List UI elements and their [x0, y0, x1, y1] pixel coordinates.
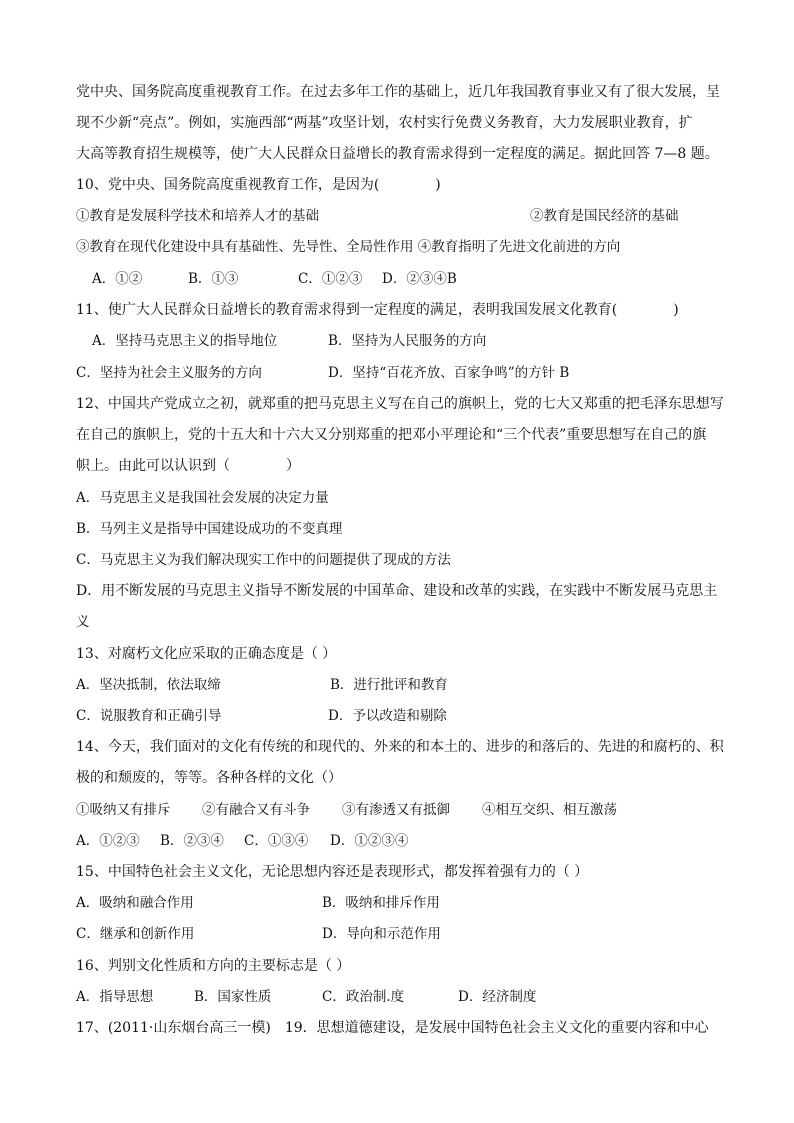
q12-option-d-line-1: D．用不断发展的马克思主义指导不断发展的中国革命、建设和改革的实践，在实践中不断发展马克思主 [76, 583, 718, 599]
q16-stem: 16、判别文化性质和方向的主要标志是（ ） [76, 958, 351, 974]
q14-statement-3: ③有渗透又有抵御 [342, 802, 450, 818]
q16-option-a: A．指导思想 [76, 989, 154, 1005]
q13-option-d: D．予以改造和剔除 [328, 708, 447, 724]
q13-option-b: B．进行批评和教育 [330, 677, 448, 693]
q10-option-c: C．①②③ [298, 271, 363, 287]
q10-stem: 10、党中央、国务院高度重视教育工作，是因为( ) [76, 177, 441, 193]
intro-line-3: 大高等教育招生规模等，使广大人民群众日益增长的教育需求得到一定程度的满足。据此回答 7—8 题。 [76, 146, 719, 162]
q10-statement-3: ③教育在现代化建设中具有基础性、先导性、全局性作用 ④教育指明了先进文化前进的方向 [76, 239, 621, 255]
q16-option-b: B．国家性质 [194, 989, 272, 1005]
q11-option-a: A．坚持马克思主义的指导地位 [92, 333, 278, 349]
q14-option-b: B．②③④ [160, 833, 224, 849]
q15-option-c: C．继承和创新作用 [76, 926, 195, 942]
q12-stem-line-3: 帜上。由此可以认识到（ ） [76, 458, 300, 474]
q12-stem-line-1: 12、中国共产党成立之初，就郑重的把马克思主义写在自己的旗帜上，党的七大又郑重的把毛泽东思想写 [76, 396, 724, 412]
q12-stem-line-2: 在自己的旗帜上，党的十五大和十六大又分别郑重的把邓小平理论和“三个代表”重要思想写在自己的旗 [76, 427, 707, 443]
q17-stem: 17、(2011·山东烟台高三一模) 19．思想道德建设，是发展中国特色社会主义文化的重要内容和中心 [76, 1020, 709, 1036]
q16-option-c: C．政治制.度 [322, 989, 405, 1005]
q14-option-d: D．①②③④ [330, 833, 409, 849]
q10-option-a: A．①② [92, 271, 143, 287]
q13-option-c: C．说服教育和正确引导 [76, 708, 222, 724]
q11-option-c: C．坚持为社会主义服务的方向 [76, 365, 262, 381]
intro-line-1: 党中央、国务院高度重视教育工作。在过去多年工作的基础上，近几年我国教育事业又有了很大发展，呈 [76, 84, 720, 100]
q15-option-b: B．吸纳和排斥作用 [322, 895, 440, 911]
q15-option-a: A．吸纳和融合作用 [76, 895, 194, 911]
q14-statement-1: ①吸纳又有排斥 [76, 802, 171, 818]
q12-option-c: C．马克思主义为我们解决现实工作中的问题提供了现成的方法 [76, 552, 451, 568]
q16-option-d: D．经济制度 [458, 989, 537, 1005]
q14-statement-4: ④相互交织、相互激荡 [482, 802, 617, 818]
q10-statement-2: ②教育是国民经济的基础 [530, 208, 679, 224]
q14-option-c: C．①③④ [244, 833, 309, 849]
q12-option-b: B．马列主义是指导中国建设成功的不变真理 [76, 521, 343, 537]
q11-stem: 11、使广大人民群众日益增长的教育需求得到一定程度的满足，表明我国发展文化教育( ) [76, 302, 679, 318]
q10-option-d: D．②③④B [382, 271, 457, 287]
q11-option-b: B．坚持为人民服务的方向 [328, 333, 487, 349]
q10-option-b: B．①③ [188, 271, 239, 287]
q14-statement-2: ②有融合又有斗争 [202, 802, 310, 818]
q14-stem-line-2: 极的和颓废的，等等。各种各样的文化（） [76, 770, 342, 786]
q12-option-a: A．马克思主义是我国社会发展的决定力量 [76, 490, 329, 506]
q12-option-d-line-2: 义 [76, 614, 90, 630]
q15-option-d: D．导向和示范作用 [322, 926, 441, 942]
q13-stem: 13、对腐朽文化应采取的正确态度是（ ） [76, 646, 337, 662]
q15-stem: 15、中国特色社会主义文化，无论思想内容还是表现形式，都发挥着强有力的（ ） [76, 864, 589, 880]
q14-stem-line-1: 14、今天，我们面对的文化有传统的和现代的、外来的和本土的、进步的和落后的、先进的和腐朽的、积 [76, 739, 724, 755]
q13-option-a: A．坚决抵制，依法取缔 [76, 677, 221, 693]
q10-statement-1: ①教育是发展科学技术和培养人才的基础 [76, 208, 319, 224]
intro-line-2: 现不少新“亮点”。例如，实施西部“两基”攻坚计划，农村实行免费义务教育，大力发展职业教育，扩 [76, 115, 693, 131]
q11-option-d: D．坚持“百花齐放、百家争鸣”的方针 B [328, 365, 570, 381]
q14-option-a: A．①②③ [76, 833, 140, 849]
